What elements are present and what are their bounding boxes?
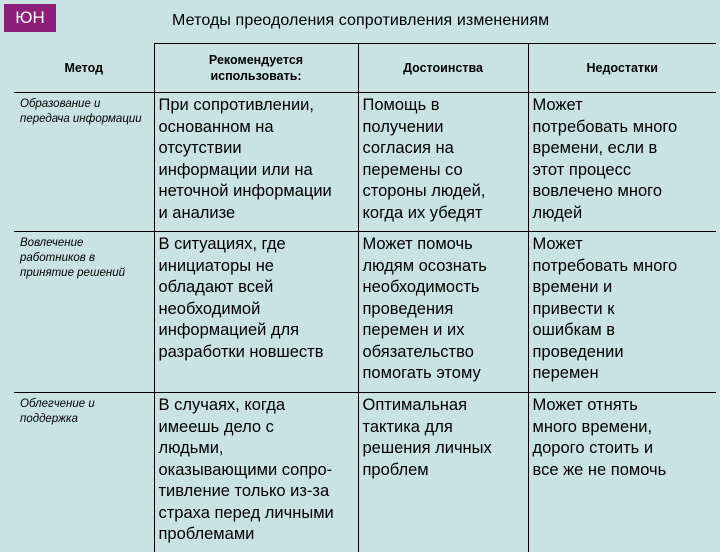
method-cell: Вовлечение работников в принятие решений (14, 232, 154, 393)
cons-cell (528, 393, 716, 552)
use-text: В ситуациях, где инициаторы не обладают всей необходимой информацией для разработки новшеств (159, 234, 354, 363)
pros-cell (358, 232, 528, 393)
header-disadvantages: Недостатки (528, 44, 716, 93)
table-row (14, 232, 716, 393)
method-cell: Облегчение и поддержка (14, 393, 154, 552)
table-row (14, 93, 716, 232)
table-row (14, 393, 716, 552)
pros-text: Оптимальная тактика для решения личных проблем (363, 395, 524, 481)
header-recommended: Рекомендуется использовать: (154, 44, 358, 93)
methods-table (14, 43, 716, 552)
logo-badge: ЮН (4, 4, 56, 32)
use-cell (154, 232, 358, 393)
header-advantages: Достоинства (358, 44, 528, 93)
method-cell: Образование и передача информации (14, 93, 154, 232)
use-cell (154, 393, 358, 552)
cons-cell (528, 232, 716, 393)
cons-text: Может отнять много времени, дорого стоить и все же не помочь (533, 395, 713, 481)
cons-text: Может потребовать много времени и привести к ошибкам в проведении перемен (533, 234, 713, 385)
use-cell (154, 93, 358, 232)
use-text: При сопротивлении, основанном на отсутствии информации или на неточной информации и анализе (159, 95, 354, 224)
pros-text: Может помочь людям осознать необходимость проведения перемен и их обязательство помогать этому (363, 234, 524, 385)
header-method: Метод (14, 44, 154, 93)
slide-title: Методы преодоления сопротивления изменениям (172, 12, 549, 30)
pros-cell (358, 393, 528, 552)
cons-cell (528, 93, 716, 232)
cons-text: Может потребовать много времени, если в этот процесс вовлечено много людей (533, 95, 713, 224)
pros-text: Помощь в получении согласия на перемены со стороны людей, когда их убедят (363, 95, 524, 224)
use-text: В случаях, когда имеешь дело с людьми, оказывающими сопро- тивление только из-за страха перед личными проблемами (159, 395, 354, 546)
header-row (14, 44, 716, 93)
pros-cell (358, 93, 528, 232)
